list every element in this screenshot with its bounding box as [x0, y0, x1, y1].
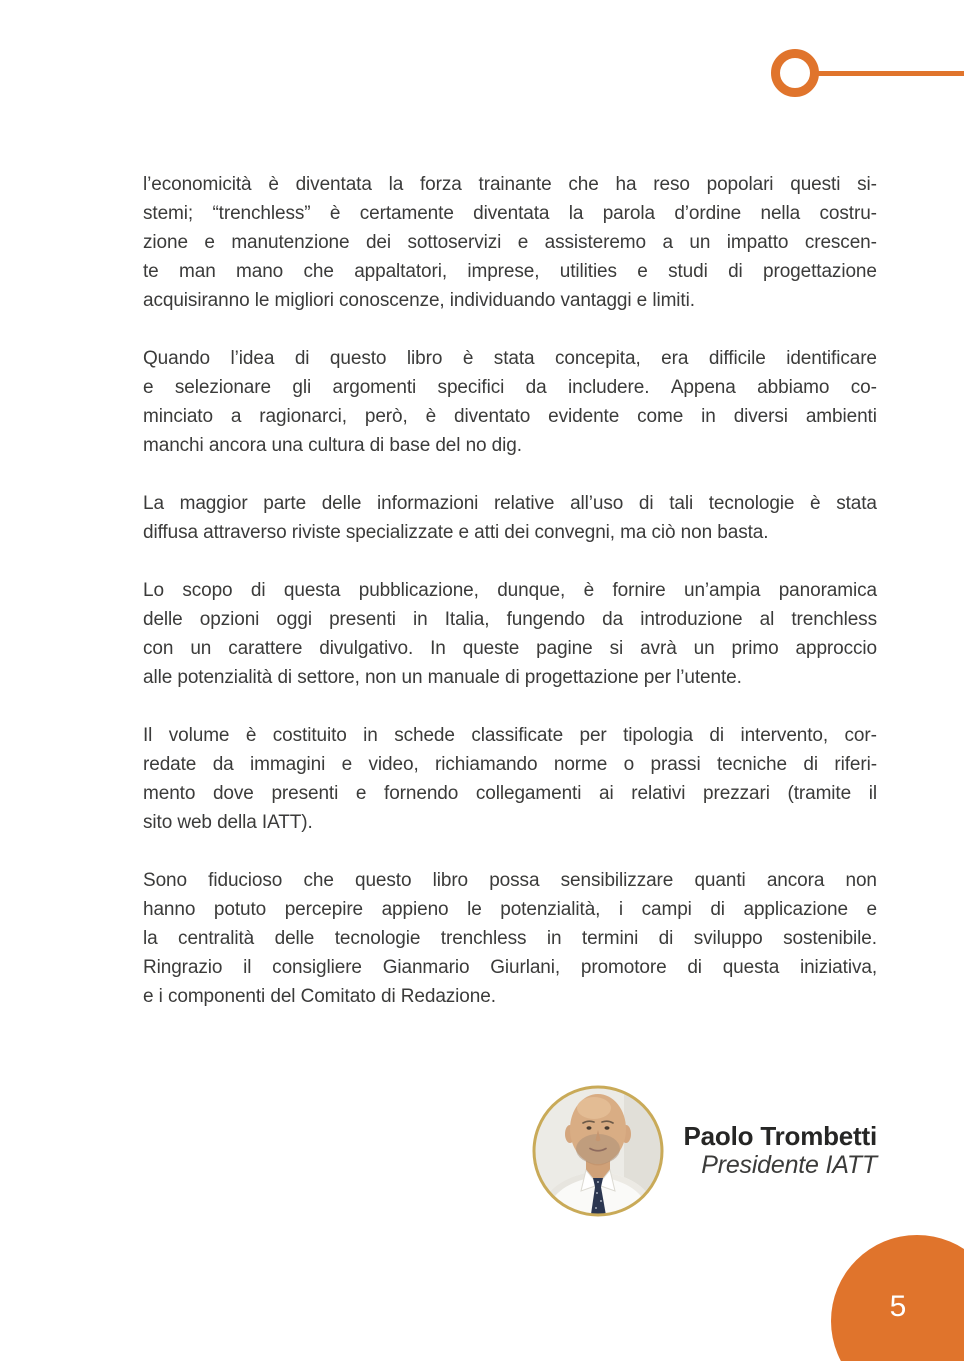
text-line: zione e manutenzione dei sottoservizi e assisteremo a un impatto crescen-: [143, 232, 877, 253]
text-line: Sono fiducioso che questo libro possa sensibilizzare quanti ancora non: [143, 870, 877, 891]
paragraph: [143, 170, 877, 315]
body-text: [143, 170, 877, 1011]
text-line: minciato a ragionarci, però, è diventato evidente come in diversi ambienti: [143, 406, 877, 427]
text-line: Il volume è costituito in schede classificate per tipologia di intervento, cor-: [143, 725, 877, 746]
text-line: Ringrazio il consigliere Gianmario Giurlani, promotore di questa iniziativa,: [143, 957, 877, 978]
ring-with-rule-icon: [771, 49, 819, 97]
text-line: te man mano che appaltatori, imprese, utilities e studi di progettazione: [143, 261, 877, 282]
text-line: acquisiranno le migliori conoscenze, individuando vantaggi e limiti.: [143, 290, 695, 311]
text-line: La maggior parte delle informazioni relative all’uso di tali tecnologie è stata: [143, 493, 877, 514]
text-line: e selezionare gli argomenti specifici da includere. Appena abbiamo co-: [143, 377, 877, 398]
text-line: manchi ancora una cultura di base del no dig.: [143, 435, 522, 456]
text-line: con un carattere divulgativo. In queste pagine si avrà un primo approccio: [143, 638, 877, 659]
text-line: redate da immagini e video, richiamando norme o prassi tecniche di riferi-: [143, 754, 877, 775]
ring-rule-line: [816, 71, 964, 76]
text-line: mento dove presenti e fornendo collegamenti ai relativi prezzari (tramite il: [143, 783, 877, 804]
text-line: la centralità delle tecnologie trenchless in termini di sviluppo sostenibile.: [143, 928, 877, 949]
paragraph: [143, 344, 877, 460]
text-line: e i componenti del Comitato di Redazione.: [143, 986, 496, 1007]
paragraph: [143, 721, 877, 837]
text-line: stemi; “trenchless” è certamente diventata la parola d’ordine nella costru-: [143, 203, 877, 224]
paragraph: [143, 489, 877, 547]
text-line: hanno potuto percepire appieno le potenzialità, i campi di applicazione e: [143, 899, 877, 920]
text-line: Quando l’idea di questo libro è stata concepita, era difficile identificare: [143, 348, 877, 369]
signature-name: Paolo Trombetti: [683, 1121, 877, 1151]
text-line: delle opzioni oggi presenti in Italia, fungendo da introduzione al trenchless: [143, 609, 877, 630]
signature-block: [684, 1122, 877, 1180]
portrait-photo: [528, 1081, 668, 1221]
portrait-photo-svg: [528, 1081, 668, 1221]
text-line: Lo scopo di questa pubblicazione, dunque, è fornire un’ampia panoramica: [143, 580, 877, 601]
page-number: 5: [889, 1290, 907, 1323]
paragraph: [143, 866, 877, 1011]
text-line: diffusa attraverso riviste specializzate e atti dei convegni, ma ciò non basta.: [143, 522, 769, 543]
signature-title: Presidente IATT: [701, 1151, 877, 1179]
text-line: alle potenzialità di settore, non un manuale di progettazione per l’utente.: [143, 667, 742, 688]
text-line: l’economicità è diventata la forza trainante che ha reso popolari questi si-: [143, 174, 877, 195]
paragraph: [143, 576, 877, 692]
text-line: sito web della IATT).: [143, 812, 313, 833]
